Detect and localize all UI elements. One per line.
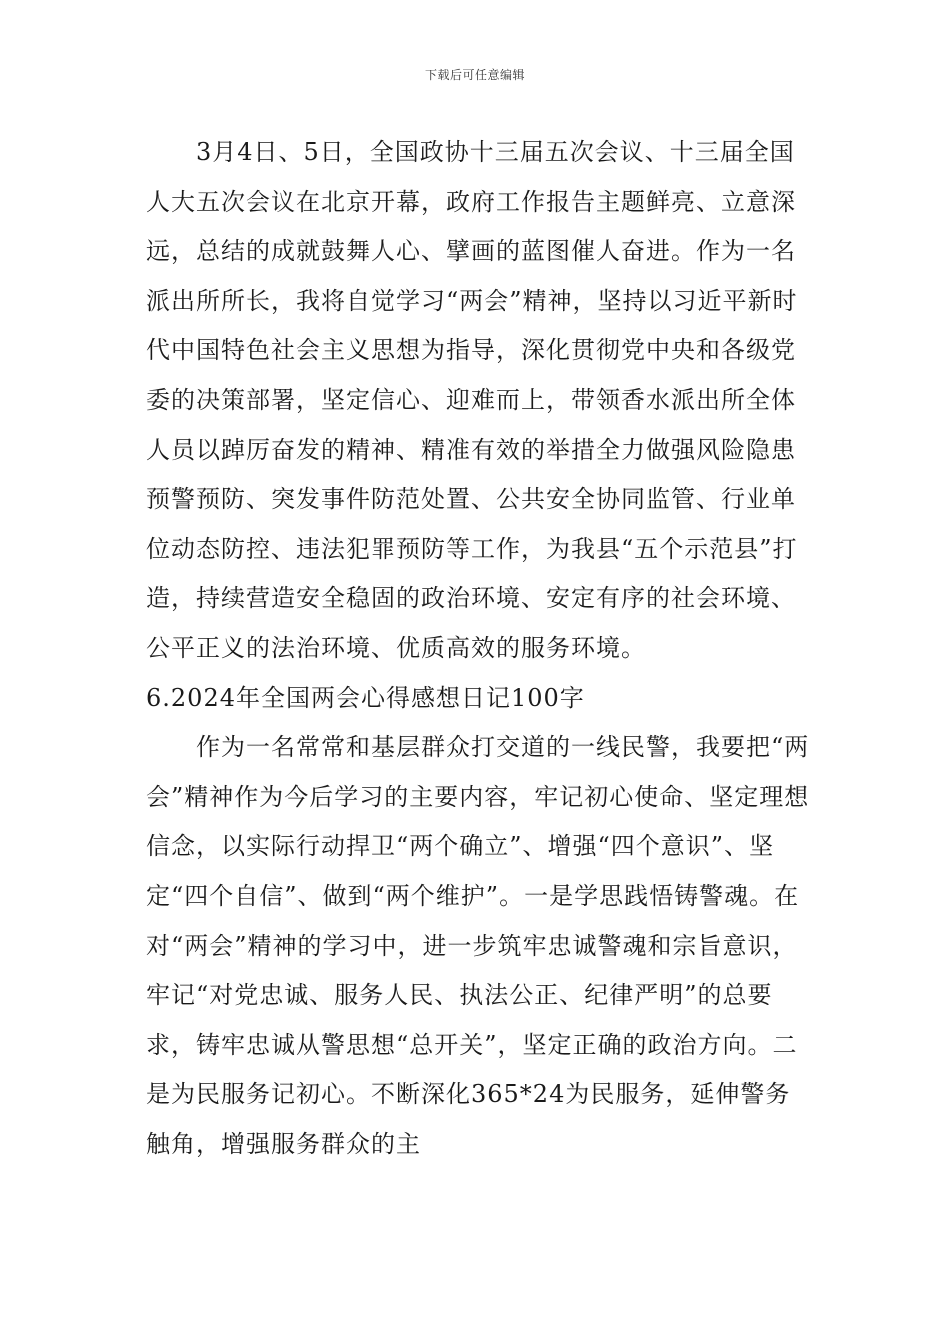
page-header: 下载后可任意编辑	[424, 68, 525, 82]
body-paragraph-2: 作为一名常常和基层群众打交道的一线民警，我要把“两会”精神作为今后学习的主要内容，牢记初心使命、坚定理想信念，以实际行动捍卫“两个确立”、增强“四个意识”、坚定“四个自信”、做到“两个维护”。一是学思践悟铸警魂。在对“两会”精神的学习中，进一步筑牢忠诚警魂和宗旨意识，牢记“对党忠诚、服务人民、执法公正、纪律严明”的总要求，铸牢忠诚从警思想“总开关”，坚定正确的政治方向。二是为民服务记初心。不断深化365*24为民服务，延伸警务触角，增强服务群众的主	[146, 733, 810, 1158]
document-body	[146, 128, 810, 1169]
section-heading: 6.2024年全国两会心得感想日记100字	[146, 683, 585, 712]
body-paragraph-1: 3月4日、5日，全国政协十三届五次会议、十三届全国人大五次会议在北京开幕，政府工作报告主题鲜亮、立意深远，总结的成就鼓舞人心、擘画的蓝图催人奋进。作为一名派出所所长，我将自觉学习“两会”精神，坚持以习近平新时代中国特色社会主义思想为指导，深化贯彻党中央和各级党委的决策部署，坚定信心、迎难而上，带领香水派出所全体人员以踔厉奋发的精神、精准有效的举措全力做强风险隐患预警预防、突发事件防范处置、公共安全协同监管、行业单位动态防控、违法犯罪预防等工作，为我县“五个示范县”打造，持续营造安全稳固的政治环境、安定有序的社会环境、公平正义的法治环境、优质高效的服务环境。	[146, 138, 798, 662]
